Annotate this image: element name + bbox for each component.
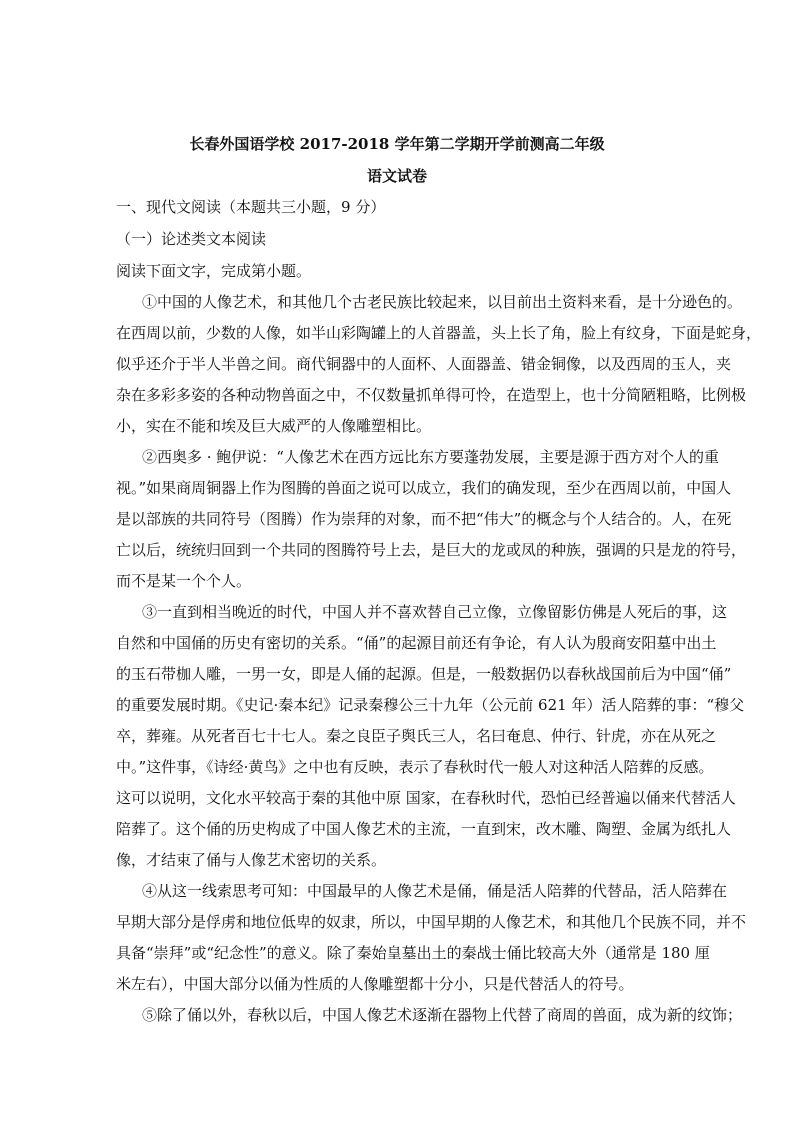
paragraph-2-line-5: 而不是某一个个人。: [116, 572, 252, 590]
paragraph-1-line-1: ①中国的人像艺术，和其他几个古老民族比较起来，以目前出土资料来看，是十分逊色的。: [142, 293, 743, 311]
paragraph-2-line-1: ②西奥多 · 鲍伊说：“人像艺术在西方远比东方要蓬勃发展，主要是源于西方对个人的重: [142, 448, 719, 466]
section-heading: 一、现代文阅读（本题共三小题，9 分）: [116, 198, 386, 216]
paragraph-3-line-5: 卒，葬雍。从死者百七十七人。秦之良臣子舆氏三人，名曰奄息、仲行、针虎，亦在从死之: [116, 727, 717, 745]
paragraph-5-line-1: ⑤除了俑以外，春秋以后，中国人像艺术逐渐在器物上代替了商周的兽面，成为新的纹饰；: [142, 1006, 743, 1024]
paragraph-4-line-3: 具备“崇拜”或“纪念性”的意义。除了秦始皇墓出土的秦战士俑比较高大外（通常是 180 厘: [116, 944, 710, 962]
document-title: 长春外国语学校 2017-2018 学年第二学期开学前测高二年级: [189, 135, 605, 153]
document-subtitle: 语文试卷: [366, 167, 427, 185]
instruction-text: 阅读下面文字，完成第小题。: [116, 262, 312, 280]
paragraph-2-line-4: 亡以后，统统归回到一个共同的图腾符号上去，是巨大的龙或凤的种族，强调的只是龙的符号，: [116, 541, 747, 559]
paragraph-3-line-3: 的玉石带枷人雕，一男一女，即是人俑的起源。但是，一般数据仍以春秋战国前后为中国“俑”: [116, 665, 732, 683]
paragraph-4-line-1: ④从这一线索思考可知：中国最早的人像艺术是俑，俑是活人陪葬的代替品，活人陪葬在: [142, 882, 728, 900]
paragraph-3-line-7: 这可以说明，文化水平较高于秦的其他中原 国家，在春秋时代，恐怕已经普遍以俑来代替活人: [116, 789, 736, 807]
paragraph-1-line-5: 小，实在不能和埃及巨大威严的人像雕塑相比。: [116, 417, 432, 435]
paragraph-1-line-3: 似乎还介于半人半兽之间。商代铜器中的人面杯、人面器盖、错金铜像，以及西周的玉人，夹: [116, 355, 732, 373]
paragraph-2-line-2: 视。”如果商周铜器上作为图腾的兽面之说可以成立，我们的确发现，至少在西周以前，中国人: [116, 479, 732, 497]
paragraph-2-line-3: 是以部族的共同符号（图腾）作为崇拜的对象，而不把“伟大”的概念与个人结合的。人，在死: [116, 510, 732, 528]
paragraph-3-line-8: 陪葬了。这个俑的历史构成了中国人像艺术的主流，一直到宋，改木雕、陶塑、金属为纸扎人: [116, 820, 732, 838]
paragraph-3-line-6: 中。”这件事，《诗经·黄鸟》之中也有反映，表示了春秋时代一般人对这种活人陪葬的反感。: [116, 758, 714, 776]
subsection-heading: （一）论述类文本阅读: [116, 230, 267, 248]
paragraph-1-line-4: 杂在多彩多姿的各种动物兽面之中，不仅数量抓单得可怜，在造型上，也十分简陋粗略，比例极: [116, 386, 747, 404]
paragraph-1-line-2: 在西周以前，少数的人像，如半山彩陶罐上的人首器盖，头上长了角，脸上有纹身，下面是蛇身，: [116, 324, 762, 342]
paragraph-3-line-9: 像，才结束了俑与人像艺术密切的关系。: [116, 851, 387, 869]
paragraph-3-line-1: ③一直到相当晚近的时代，中国人并不喜欢替自己立像，立像留影仿佛是人死后的事，这: [142, 603, 728, 621]
paragraph-4-line-2: 早期大部分是俘虏和地位低卑的奴隶，所以，中国早期的人像艺术，和其他几个民族不同，并不: [116, 913, 747, 931]
paragraph-4-line-4: 米左右），中国大部分以俑为性质的人像雕塑都十分小，只是代替活人的符号。: [116, 975, 634, 993]
paragraph-3-line-2: 自然和中国俑的历史有密切的关系。“俑”的起源目前还有争论，有人认为殷商安阳墓中出土: [116, 634, 717, 652]
paragraph-3-line-4: 的重要发展时期。《史记·秦本纪》记录秦穆公三十九年（公元前 621 年）活人陪葬的事：“穆父: [116, 696, 745, 714]
